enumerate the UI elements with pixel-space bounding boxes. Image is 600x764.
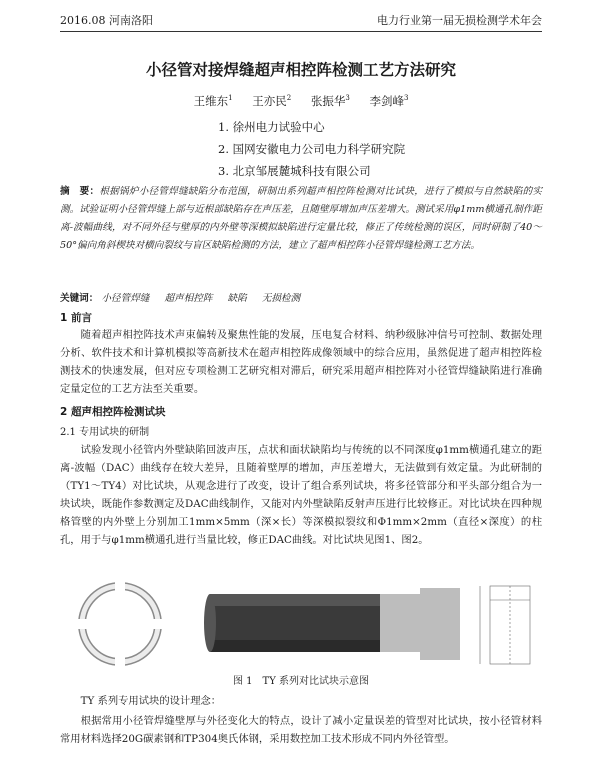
abstract-text: 根据锅炉小径管焊缝缺陷分布范围，研制出系列超声相控阵检测对比试块，进行了模拟与自然缺陷的实测。试验证明小径管焊缝上部与近根部缺陷存在声压差，且随壁厚增加声压差增大。测试采用φ1mm横通孔制作距离-波幅曲线，对不同外径与壁厚的内外壁等深模拟缺陷进行定量比较，修正了传统检测的误区，同时研制了40～50°偏向角斜楔块对横向裂纹与盲区缺陷检测的方法，建立了超声相控阵小径管焊缝检测工艺方法。: [60, 186, 543, 251]
keyword: 超声相控阵: [164, 293, 213, 304]
pipe-end: [204, 594, 216, 652]
author: 张振华$^3$: [310, 94, 350, 108]
ring-gap: [115, 656, 125, 666]
ring-inner: [82, 586, 158, 662]
subsection-heading: 2.1 专用试块的研制: [60, 427, 150, 438]
header-right: 电力行业第一届无损检测学术年会: [377, 14, 542, 27]
paragraph-design: 根据常用小径管焊缝壁厚与外径变化大的特点，设计了减小定量误差的管型对比试块，按小径管材料常用材料选择20G碳素钢和TP304奥氏体钢，采用数控加工技术形成不同内外径管型。: [60, 715, 542, 745]
keyword: 缺陷: [227, 293, 247, 304]
affiliation: 2. 国网安徽电力公司电力科学研究院: [218, 142, 406, 156]
pipe-block-view: [204, 588, 460, 660]
abstract: [60, 183, 542, 255]
drawing-outline: [490, 586, 530, 664]
section-heading-intro: 1 前言: [60, 312, 92, 324]
author: 王亦民$^2$: [252, 94, 292, 108]
pipe-highlight: [210, 594, 380, 606]
ring-cross-section: [78, 582, 162, 666]
figure-caption: 图 1 TY 系列对比试块示意图: [233, 676, 369, 687]
running-header: [60, 10, 542, 30]
keywords: [60, 290, 542, 304]
ring-gap: [152, 619, 162, 629]
affiliation: 1. 徐州电力试验中心: [218, 120, 325, 134]
header-rule: [60, 31, 542, 32]
paragraph-intro: 随着超声相控阵技术声束偏转及聚焦性能的发展，压电复合材料、纳秒级脉冲信号可控制、数据处理分析、软件技术和计算机模拟等高新技术在超声相控阵成像领域中的综合应用，虽然促进了超声相控阵检测技术的快速发展，但对应专项检测工艺研究相对滞后，研究采用超声相控阵对小径管焊缝缺陷进行准确定量定位的工艺方法至关重要。: [60, 329, 542, 395]
dimension-drawing: [480, 586, 530, 664]
design-concept-heading: TY 系列专用试块的设计理念：: [80, 695, 222, 707]
author: 王维东$^1$: [193, 94, 233, 108]
keyword: 无损检测: [261, 293, 301, 304]
author-list: [60, 93, 542, 109]
header-left: 2016.08 河南洛阳: [60, 14, 153, 27]
figure-1: [60, 580, 542, 668]
ring-gap: [115, 582, 125, 592]
section-heading-blocks: 2 超声相控阵检测试块: [60, 406, 166, 418]
keywords-label: 关键词：: [60, 293, 99, 304]
pipe-shadow: [210, 640, 380, 652]
pipe-flat-block: [380, 588, 460, 660]
affiliation-list: [218, 116, 405, 182]
abstract-label: 摘 要：: [60, 186, 100, 197]
paper-title: 小径管对接焊缝超声相控阵检测工艺方法研究: [145, 61, 456, 79]
ring-gap: [78, 619, 88, 629]
author: 李剑峰$^3$: [369, 94, 409, 108]
affiliation: 3. 北京邹展麓城科技有限公司: [218, 164, 371, 178]
keyword: 小径管焊缝: [101, 293, 150, 304]
paragraph-blocks: 试验发现小径管内外壁缺陷回波声压，点状和面状缺陷均与传统的以不同深度φ1mm横通孔建立的距离-波幅（DAC）曲线存在较大差异，且随着壁厚的增加，声压差增大，无法做到有效定量。为此研制的（TY1～TY4）对比试块，从观念进行了改变，设计了组合系列试块，将多径管部分和平头部分组合为一块试块，既能作参数测定及DAC曲线制作，又能对内外壁缺陷反射声压进行比较修正。对比试块在四种规格管壁的内外壁上分别加工1mm×5mm（深×长）等深模拟裂纹和Φ1mm×2mm（直径×深度）的柱孔，用于与φ1mm横通孔进行当量比较，修正DAC曲线。对比试块见图1、图2。: [60, 444, 542, 546]
